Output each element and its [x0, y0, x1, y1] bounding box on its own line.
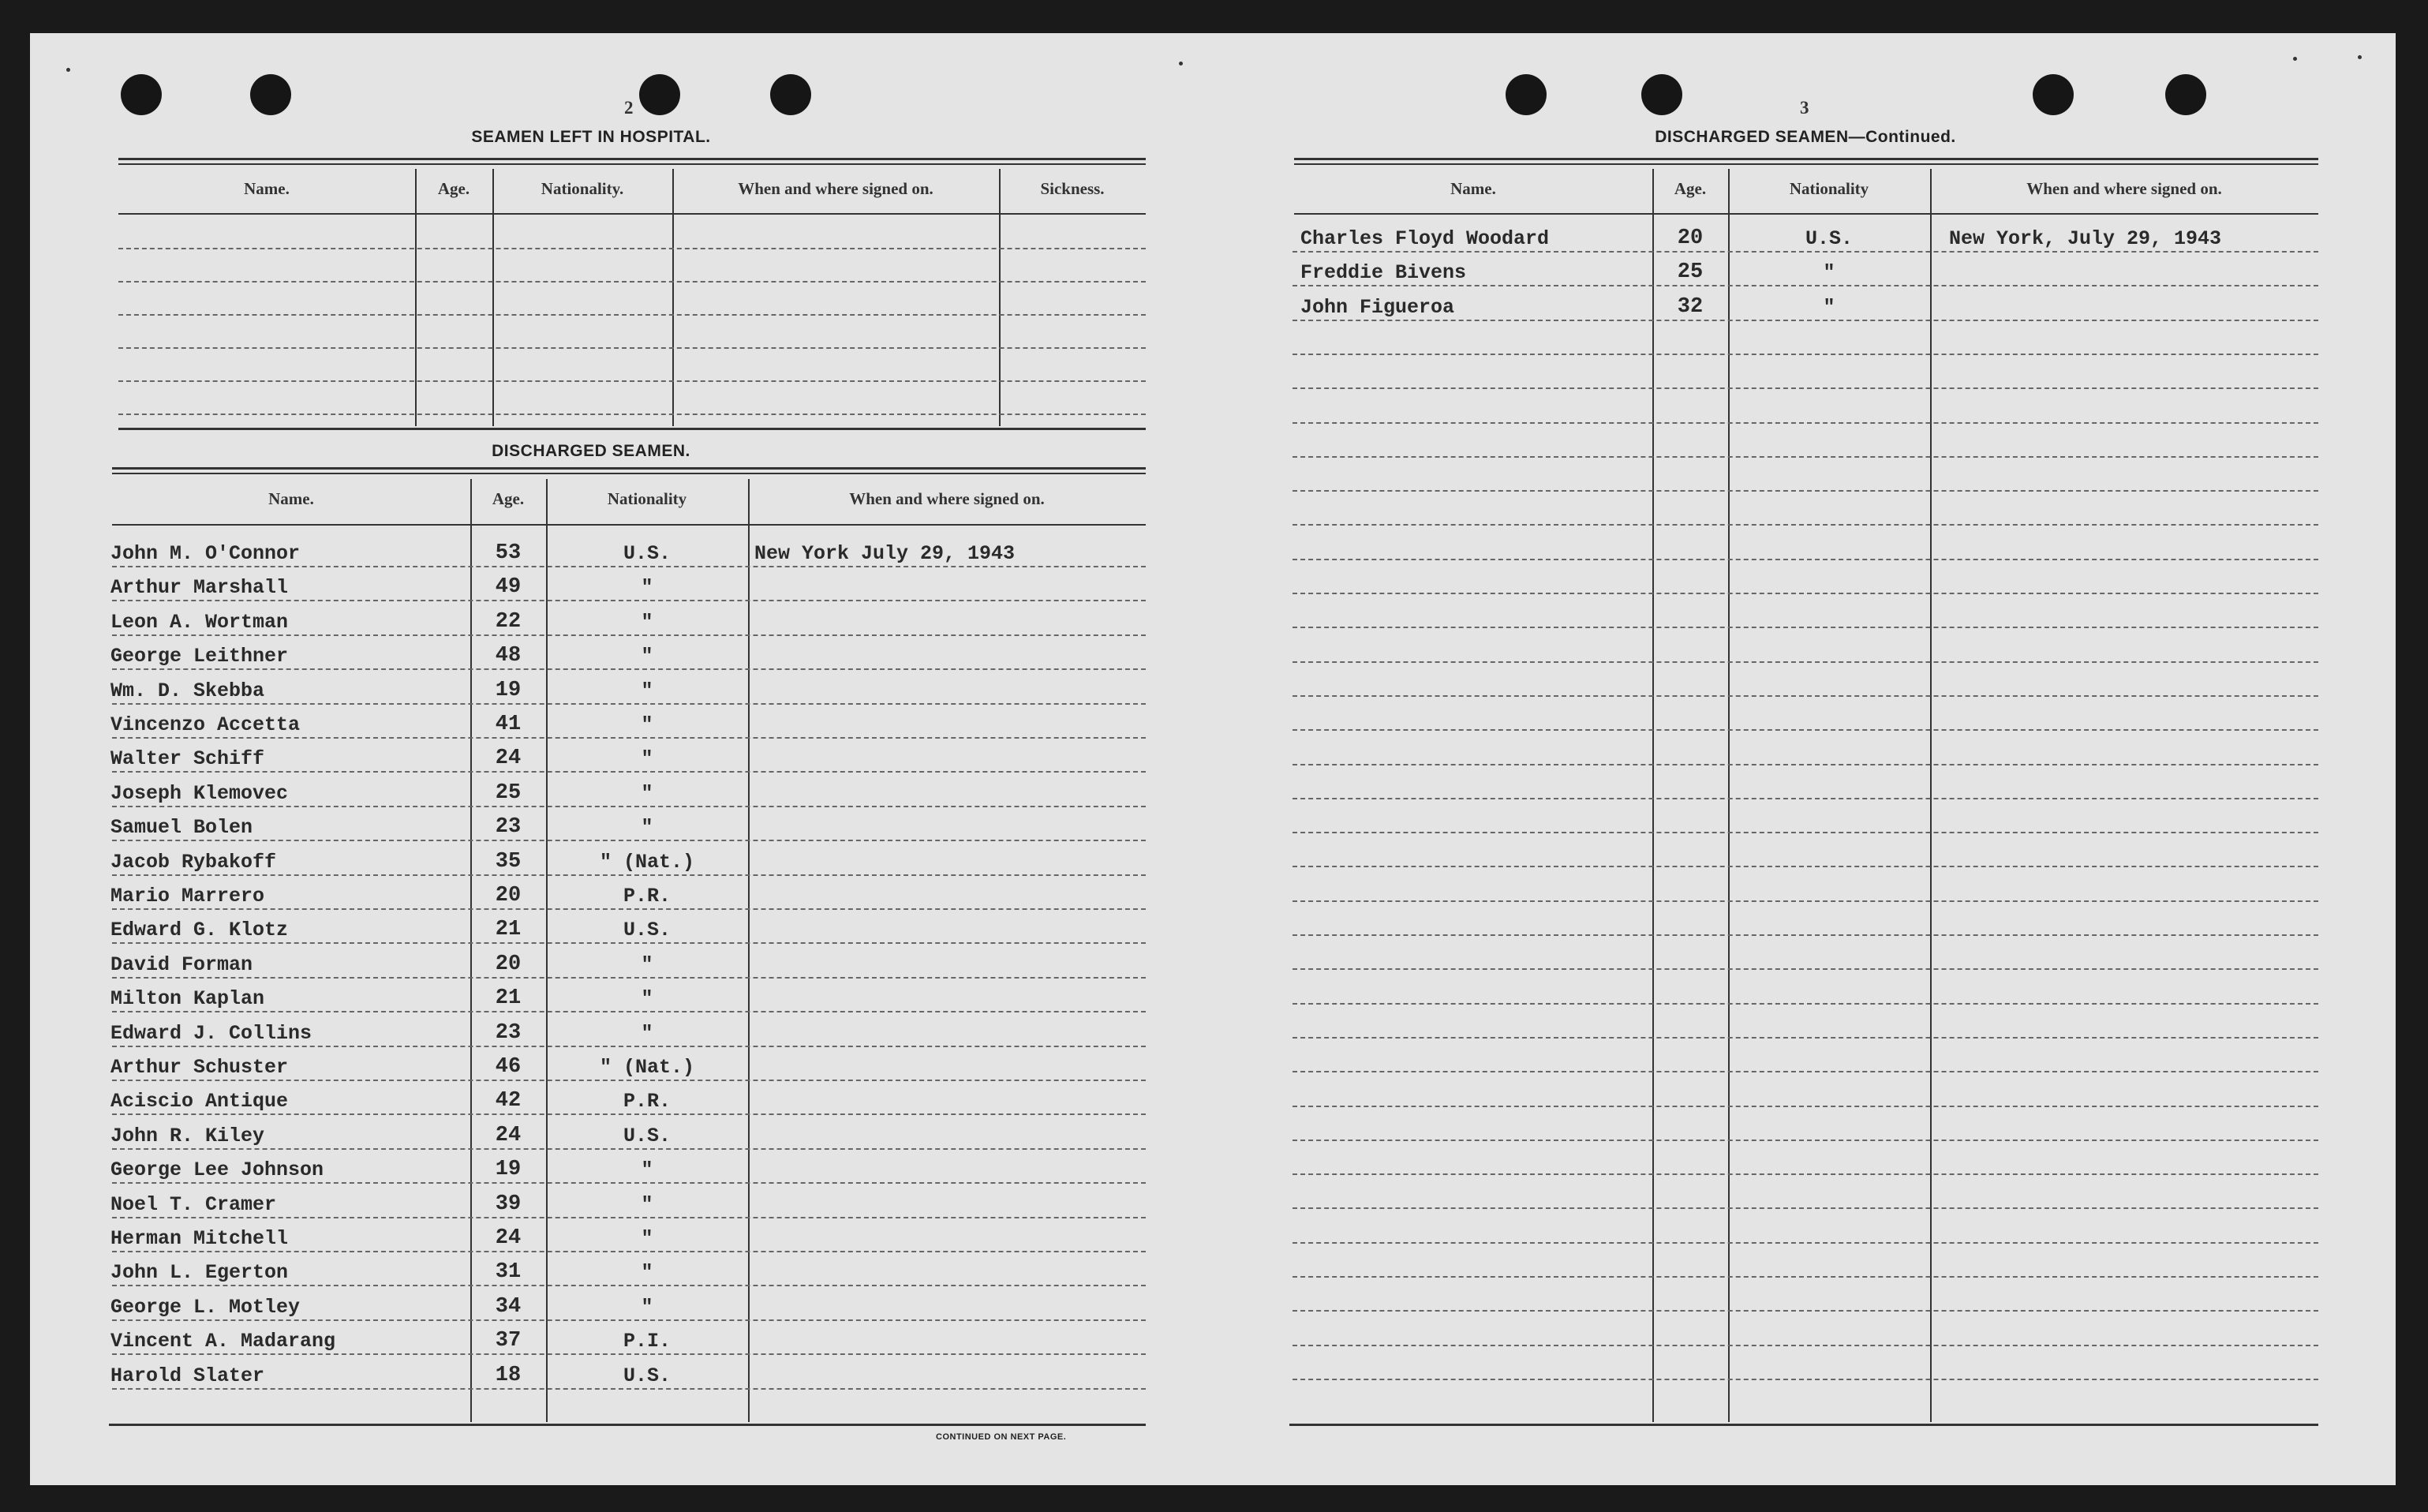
table-row-line: [112, 1285, 1146, 1286]
continued-rule-bottom: [1289, 1424, 2318, 1426]
seaman-name: David Forman: [110, 953, 253, 976]
table-row-line: [112, 1046, 1146, 1047]
seaman-nationality: U.S.: [623, 1125, 671, 1147]
seaman-nationality: P.I.: [623, 1330, 671, 1353]
table-row-line: [1293, 661, 2318, 663]
seaman-age: 21: [495, 986, 522, 1010]
discharged-section-title: DISCHARGED SEAMEN.: [492, 442, 690, 460]
hospital-header-nationality: Nationality.: [541, 179, 624, 198]
hospital-col-divider: [415, 169, 417, 426]
table-row-line: [112, 566, 1146, 567]
hospital-header-age: Age.: [437, 179, 470, 198]
seaman-name: Harold Slater: [110, 1364, 265, 1387]
seaman-age: 46: [495, 1055, 522, 1079]
table-row-line: [1293, 354, 2318, 355]
seaman-name: Joseph Klemovec: [110, 782, 289, 805]
table-row-line: [1293, 456, 2318, 458]
seaman-age: 20: [495, 884, 522, 908]
speck: [1179, 62, 1183, 65]
punch-hole: [121, 74, 162, 115]
table-row-line: [112, 1080, 1146, 1081]
punch-hole: [1506, 74, 1547, 115]
seaman-nationality: P.R.: [623, 1090, 671, 1113]
seaman-nationality: ": [1823, 296, 1835, 319]
seaman-name: Walter Schiff: [110, 747, 265, 770]
continued-header-name: Name.: [1450, 179, 1496, 198]
seaman-name: Herman Mitchell: [110, 1227, 289, 1250]
speck: [2358, 55, 2362, 59]
seaman-age: 34: [495, 1295, 522, 1319]
table-row-line: [1293, 559, 2318, 560]
table-row-line: [1293, 593, 2318, 594]
seaman-age: 31: [495, 1260, 522, 1284]
hospital-rule-top: [118, 158, 1146, 160]
table-row-line: [1293, 1037, 2318, 1039]
seaman-name: Arthur Schuster: [110, 1056, 289, 1079]
hospital-header-name: Name.: [244, 179, 290, 198]
discharged-col-divider: [748, 479, 750, 1422]
seaman-nationality: ": [641, 1261, 653, 1284]
seaman-name: John R. Kiley: [110, 1125, 265, 1147]
table-row-line: [1293, 490, 2318, 492]
seaman-nationality: ": [641, 645, 653, 668]
hospital-col-divider: [999, 169, 1001, 426]
continued-col-divider: [1930, 169, 1932, 1422]
table-row-line: [1293, 832, 2318, 833]
discharged-rule-mid-2: [112, 473, 1146, 474]
page-number-left: 2: [624, 98, 634, 118]
seaman-age: 18: [495, 1364, 522, 1387]
hospital-row-line: [118, 414, 1146, 415]
seaman-name: Noel T. Cramer: [110, 1193, 277, 1216]
table-row-line: [1293, 968, 2318, 970]
seaman-name: Arthur Marshall: [110, 576, 289, 599]
table-row-line: [112, 668, 1146, 670]
speck: [2293, 57, 2297, 61]
hospital-col-divider: [492, 169, 494, 426]
continued-header-rule: [1294, 213, 2318, 215]
seaman-signed-on: New York July 29, 1943: [754, 542, 1016, 565]
seaman-nationality: U.S.: [1805, 227, 1853, 250]
punch-hole: [250, 74, 291, 115]
table-row-line: [112, 1319, 1146, 1321]
seaman-age: 53: [495, 541, 522, 565]
table-row-line: [1293, 866, 2318, 867]
table-row-line: [1293, 251, 2318, 253]
continued-note: CONTINUED ON NEXT PAGE.: [936, 1432, 1067, 1442]
table-row-line: [1293, 1173, 2318, 1175]
seaman-age: 37: [495, 1329, 522, 1353]
hospital-section-title: SEAMEN LEFT IN HOSPITAL.: [471, 128, 711, 146]
continued-header-signed-on: When and where signed on.: [2026, 179, 2222, 198]
table-row-line: [1293, 387, 2318, 389]
seaman-age: 41: [495, 713, 522, 736]
table-row-line: [112, 600, 1146, 601]
seaman-nationality: U.S.: [623, 1364, 671, 1387]
hospital-header-rule: [118, 213, 1146, 215]
punch-hole: [2165, 74, 2206, 115]
table-row-line: [112, 840, 1146, 841]
seaman-name: Freddie Bivens: [1300, 261, 1467, 284]
table-row-line: [112, 771, 1146, 773]
seaman-age: 20: [1677, 226, 1704, 250]
seaman-name: John L. Egerton: [110, 1261, 289, 1284]
seaman-nationality: ": [641, 953, 653, 976]
table-row-line: [1293, 1276, 2318, 1278]
table-row-line: [112, 874, 1146, 876]
page-number-right: 3: [1800, 98, 1809, 118]
seaman-nationality: ": [641, 611, 653, 634]
seaman-nationality: ": [641, 816, 653, 839]
continued-header-nationality: Nationality: [1789, 179, 1869, 198]
seaman-age: 19: [495, 679, 522, 702]
seaman-name: Leon A. Wortman: [110, 611, 289, 634]
seaman-name: Mario Marrero: [110, 885, 265, 908]
table-row-line: [1293, 1003, 2318, 1005]
discharged-header-name: Name.: [268, 489, 314, 508]
table-row-line: [112, 703, 1146, 705]
seaman-nationality: ": [641, 1296, 653, 1319]
seaman-nationality: ": [1823, 261, 1835, 284]
continued-header-age: Age.: [1674, 179, 1707, 198]
discharged-continued-title: DISCHARGED SEAMEN—Continued.: [1655, 128, 1956, 146]
continued-rule-top-2: [1294, 163, 2318, 165]
hospital-row-line: [118, 380, 1146, 382]
table-row-line: [1293, 1140, 2318, 1141]
seaman-age: 25: [495, 781, 522, 805]
discharged-rule-top: [118, 428, 1146, 430]
seaman-nationality: ": [641, 782, 653, 805]
seaman-nationality: U.S.: [623, 542, 671, 565]
table-row-line: [1293, 320, 2318, 321]
punch-hole: [2033, 74, 2074, 115]
discharged-header-signed-on: When and where signed on.: [849, 489, 1045, 508]
table-row-line: [112, 1182, 1146, 1184]
seaman-age: 22: [495, 610, 522, 634]
seaman-name: Edward G. Klotz: [110, 919, 289, 941]
seaman-nationality: ": [641, 1227, 653, 1250]
seaman-age: 48: [495, 644, 522, 668]
table-row-line: [112, 634, 1146, 636]
table-row-line: [1293, 524, 2318, 526]
seaman-nationality: U.S.: [623, 919, 671, 941]
seaman-age: 35: [495, 850, 522, 874]
table-row-line: [1293, 1310, 2318, 1312]
seaman-age: 24: [495, 1226, 522, 1250]
seaman-name: Edward J. Collins: [110, 1022, 312, 1045]
table-row-line: [1293, 934, 2318, 936]
table-row-line: [112, 1251, 1146, 1252]
punch-hole: [770, 74, 811, 115]
table-row-line: [112, 806, 1146, 807]
discharged-header-rule: [112, 524, 1146, 526]
seaman-age: 19: [495, 1158, 522, 1181]
discharged-rule-mid: [112, 467, 1146, 470]
continued-col-divider: [1728, 169, 1730, 1422]
table-row-line: [1293, 695, 2318, 697]
seaman-signed-on: New York, July 29, 1943: [1949, 227, 2222, 250]
hospital-row-line: [118, 347, 1146, 349]
seaman-age: 24: [495, 1124, 522, 1147]
seaman-name: George L. Motley: [110, 1296, 301, 1319]
punch-hole: [1641, 74, 1682, 115]
speck: [66, 68, 70, 72]
seaman-age: 23: [495, 815, 522, 839]
seaman-nationality: " (Nat.): [599, 851, 695, 874]
table-row-line: [1293, 764, 2318, 765]
seaman-nationality: ": [641, 679, 653, 702]
seaman-age: 24: [495, 747, 522, 770]
table-row-line: [1293, 1379, 2318, 1380]
seaman-name: Jacob Rybakoff: [110, 851, 277, 874]
hospital-rule-top-2: [118, 163, 1146, 165]
punch-hole: [639, 74, 680, 115]
seaman-age: 49: [495, 575, 522, 599]
hospital-header-signed-on: When and where signed on.: [738, 179, 933, 198]
table-row-line: [112, 737, 1146, 739]
table-row-line: [1293, 1242, 2318, 1244]
seaman-name: Milton Kaplan: [110, 987, 265, 1010]
table-row-line: [1293, 1106, 2318, 1107]
document-paper: [30, 33, 2396, 1485]
seaman-age: 39: [495, 1192, 522, 1216]
continued-rule-top: [1294, 158, 2318, 160]
discharged-header-age: Age.: [492, 489, 525, 508]
table-row-line: [112, 908, 1146, 910]
seaman-name: Wm. D. Skebba: [110, 679, 265, 702]
hospital-header-sickness: Sickness.: [1040, 179, 1105, 198]
table-row-line: [1293, 798, 2318, 799]
seaman-name: Charles Floyd Woodard: [1300, 227, 1550, 250]
seaman-nationality: ": [641, 1193, 653, 1216]
seaman-name: George Lee Johnson: [110, 1158, 324, 1181]
seaman-name: Vincent A. Madarang: [110, 1330, 336, 1353]
seaman-age: 32: [1677, 295, 1704, 319]
table-row-line: [112, 1217, 1146, 1218]
hospital-row-line: [118, 248, 1146, 249]
table-row-line: [1293, 422, 2318, 424]
seaman-name: John Figueroa: [1300, 296, 1455, 319]
seaman-name: George Leithner: [110, 645, 289, 668]
hospital-col-divider: [672, 169, 674, 426]
seaman-nationality: P.R.: [623, 885, 671, 908]
seaman-nationality: ": [641, 987, 653, 1010]
hospital-row-line: [118, 281, 1146, 283]
discharged-header-nationality: Nationality: [607, 489, 687, 508]
seaman-name: Aciscio Antique: [110, 1090, 289, 1113]
table-row-line: [112, 1011, 1146, 1012]
continued-col-divider: [1652, 169, 1654, 1422]
table-row-line: [1293, 729, 2318, 731]
table-row-line: [1293, 1207, 2318, 1209]
seaman-name: John M. O'Connor: [110, 542, 301, 565]
table-row-line: [112, 1353, 1146, 1355]
seaman-nationality: ": [641, 747, 653, 770]
table-row-line: [1293, 1071, 2318, 1072]
seaman-age: 23: [495, 1021, 522, 1045]
table-row-line: [112, 942, 1146, 944]
seaman-nationality: ": [641, 713, 653, 736]
seaman-nationality: ": [641, 1022, 653, 1045]
seaman-nationality: ": [641, 1158, 653, 1181]
hospital-row-line: [118, 314, 1146, 316]
table-row-line: [112, 977, 1146, 979]
seaman-name: Vincenzo Accetta: [110, 713, 301, 736]
table-row-line: [112, 1388, 1146, 1390]
seaman-name: Samuel Bolen: [110, 816, 253, 839]
table-row-line: [112, 1148, 1146, 1150]
seaman-nationality: ": [641, 576, 653, 599]
table-row-line: [1293, 285, 2318, 286]
discharged-rule-bottom: [109, 1424, 1146, 1426]
table-row-line: [1293, 900, 2318, 902]
table-row-line: [1293, 627, 2318, 628]
seaman-age: 42: [495, 1089, 522, 1113]
table-row-line: [1293, 1345, 2318, 1346]
seaman-age: 25: [1677, 260, 1704, 284]
seaman-age: 21: [495, 918, 522, 941]
seaman-nationality: " (Nat.): [599, 1056, 695, 1079]
table-row-line: [112, 1113, 1146, 1115]
seaman-age: 20: [495, 952, 522, 976]
